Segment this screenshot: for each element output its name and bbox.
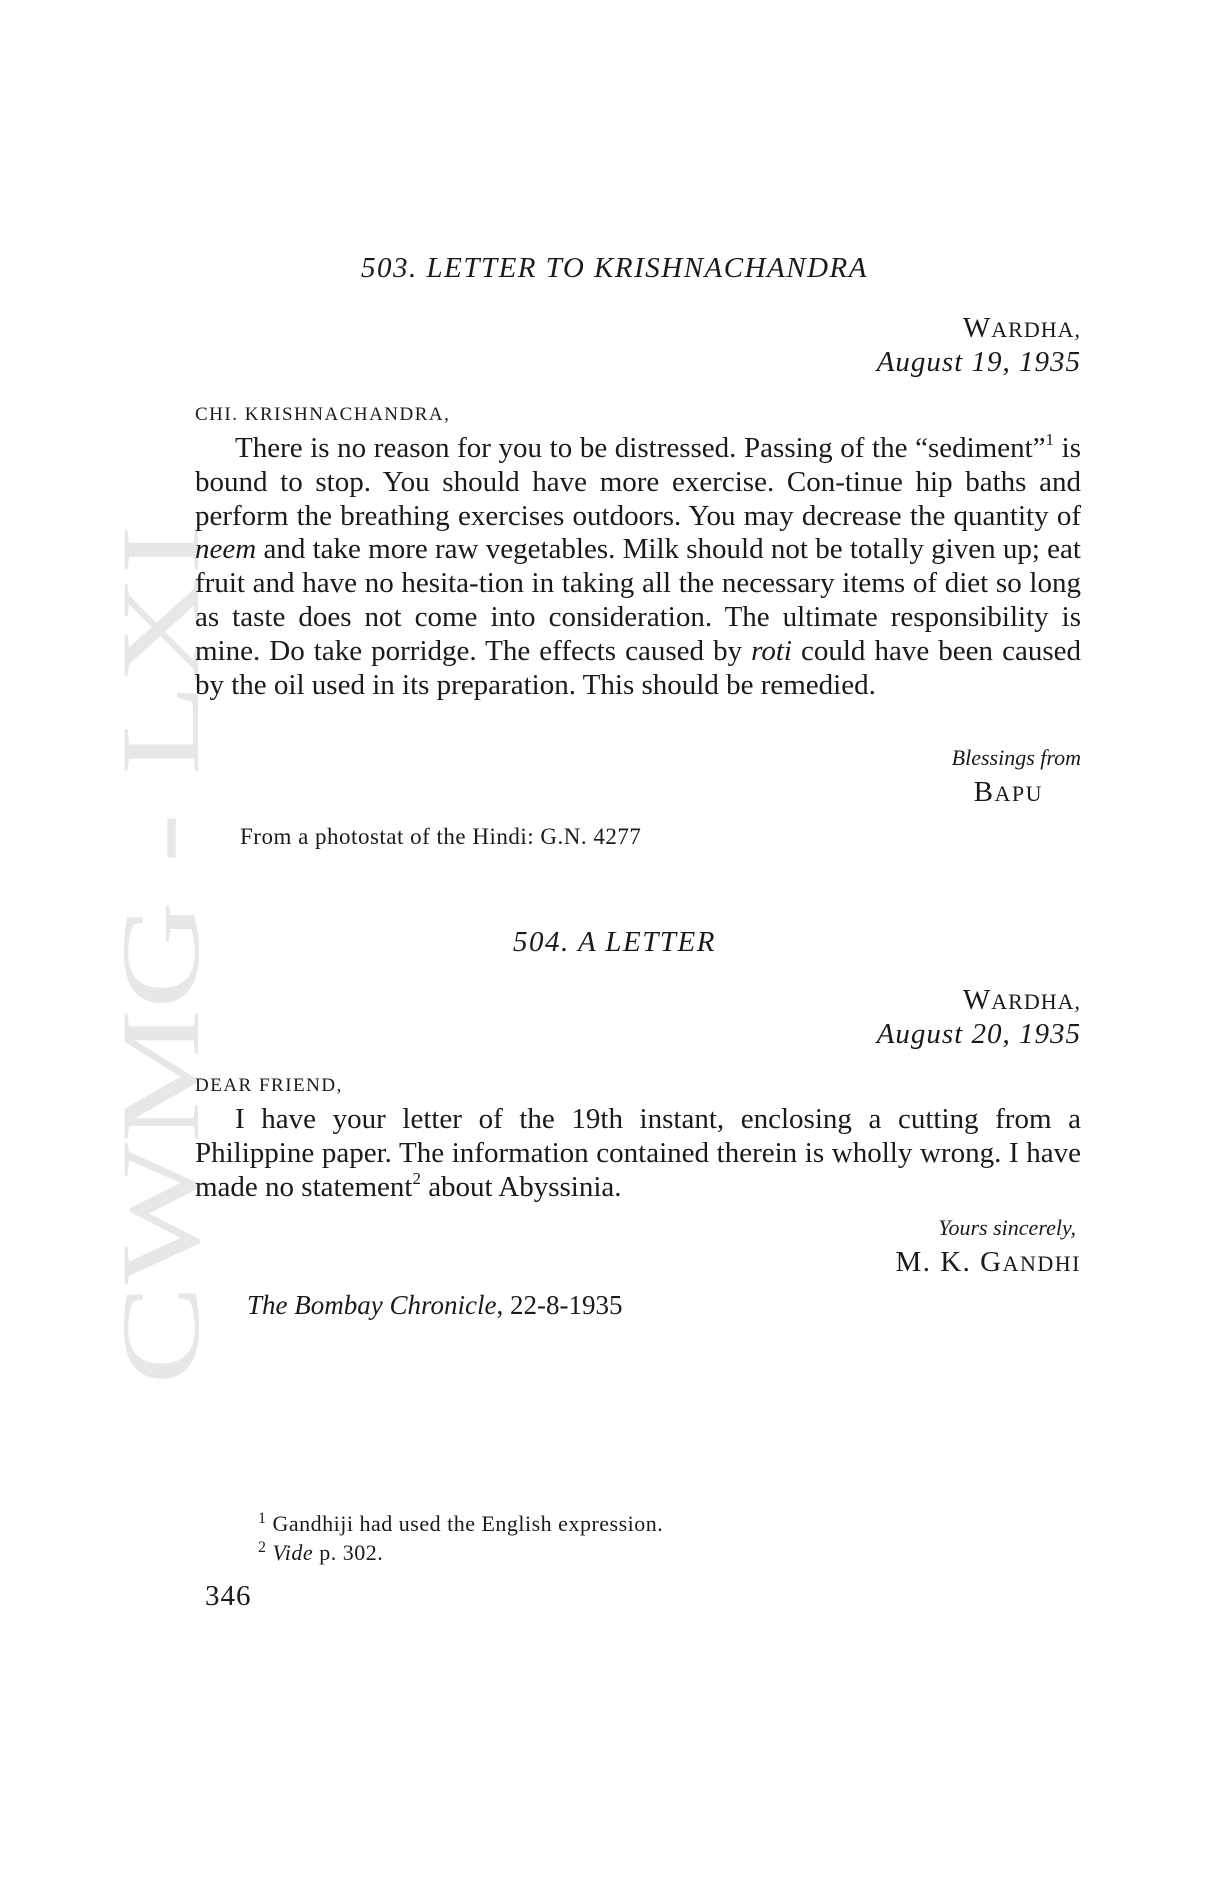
watermark-text: CWMG - LXI [99,744,223,1385]
letter-503-heading: 503. LETTER TO KRISHNACHANDRA [360,252,868,284]
letter-504-salutation: DEAR FRIEND, [195,1075,343,1096]
letter-504-closing: Yours sincerely, [938,1215,1076,1240]
letter-503-closing: Blessings from [951,745,1081,770]
letter-504-signature: M. K. GANDHI [895,1246,1081,1278]
letter-504-source: The Bombay Chronicle, 22-8-1935 [247,1290,623,1320]
letter-503-source: From a photostat of the Hindi: G.N. 4277 [240,824,642,849]
footnote-ref-1: 1 [1045,430,1055,449]
footnote-2: $^2$ Vide p. 302. [258,1539,384,1565]
letter-503-signature: BAPU [973,776,1043,808]
letter-504-place: WARDHA, [962,984,1081,1016]
letter-503-place: WARDHA, [962,312,1081,344]
letter-503-body: There is no reason for you to be distressed. Passing of the “sediment”$^1$ is bound to stop. You should have more exercise. Con-tinue hip baths and perform the breathing exercises outdoors. You may decrease the quantity of neem and take more raw vegetables. Milk should not be totally given up; eat fruit and have no hesita-tion in taking all the necessary items of diet so long as taste does not come into consideration. The ultimate responsibility is mine. Do take porridge. The effects caused by roti could have been caused by the oil used in its preparation. This should be remedied. [195,430,1082,701]
letter-504-heading: 504. A LETTER [513,926,716,958]
footnote-1: $^1$ Gandhiji had used the English expression. [258,1510,664,1536]
letter-504-date: August 20, 1935 [876,1018,1081,1050]
letter-503-date: August 19, 1935 [876,346,1081,378]
letter-503-salutation: CHI. KRISHNACHANDRA, [195,404,451,425]
page-number: 346 [205,1580,252,1612]
footnote-ref-2: 2 [412,1168,421,1188]
letter-504-body: I have your letter of the 19th instant, enclosing a cutting from a Philippine paper. The information contained therein is wholly wrong. I have made no statement$^2$ about Abyssinia. [195,1103,1081,1203]
